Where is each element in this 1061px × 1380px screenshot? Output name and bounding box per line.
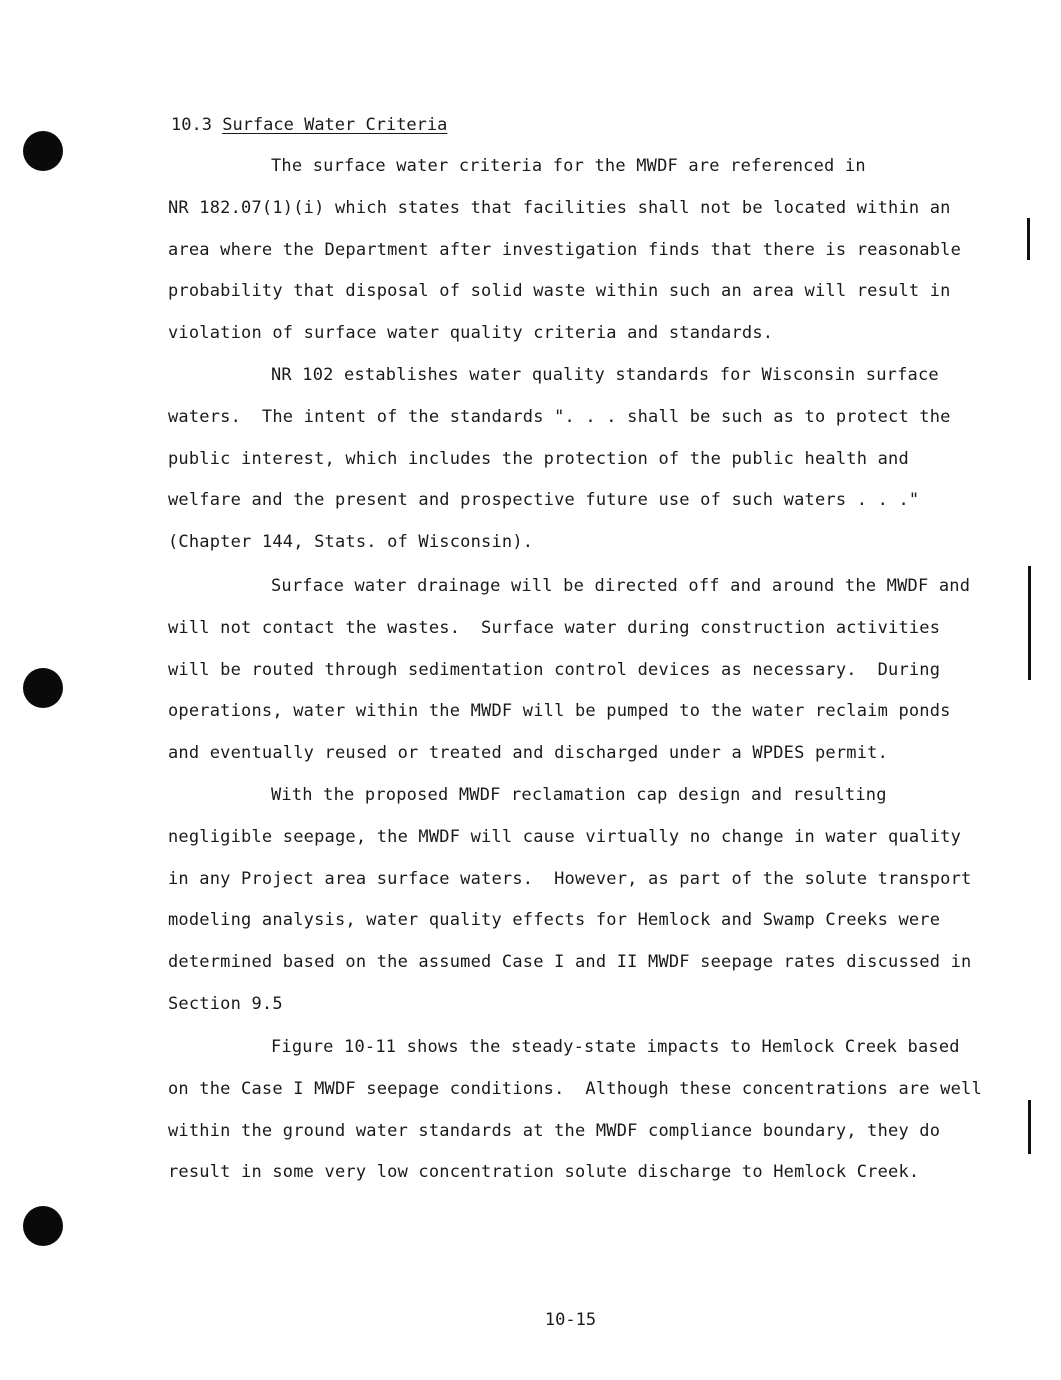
text-line: and eventually reused or treated and discharged under a WPDES permit. bbox=[168, 743, 889, 764]
text-line: NR 102 establishes water quality standards for Wisconsin surface bbox=[271, 365, 939, 385]
punch-hole bbox=[23, 131, 63, 171]
text-line: within the ground water standards at the MWDF compliance boundary, they do bbox=[168, 1120, 941, 1141]
punch-hole bbox=[23, 1206, 63, 1246]
section-number: 10.3 bbox=[171, 115, 212, 135]
text-line: operations, water within the MWDF will be pumped to the water reclaim ponds bbox=[168, 701, 951, 722]
text-line: Figure 10-11 shows the steady-state impacts to Hemlock Creek based bbox=[271, 1037, 960, 1057]
text-line: will not contact the wastes. Surface water during construction activities bbox=[168, 617, 941, 638]
text-line: Section 9.5 bbox=[168, 993, 283, 1014]
text-line: public interest, which includes the protection of the public health and bbox=[168, 448, 909, 469]
text-line: determined based on the assumed Case I and II MWDF seepage rates discussed in bbox=[168, 952, 972, 973]
punch-hole bbox=[23, 668, 63, 708]
text-line: on the Case I MWDF seepage conditions. Although these concentrations are well bbox=[168, 1078, 982, 1099]
text-line: modeling analysis, water quality effects for Hemlock and Swamp Creeks were bbox=[168, 910, 941, 931]
revision-bar bbox=[1027, 218, 1030, 260]
text-line: NR 182.07(1)(i) which states that facilities shall not be located within an bbox=[168, 197, 951, 218]
text-line: in any Project area surface waters. However, as part of the solute transport bbox=[168, 868, 972, 889]
section-heading bbox=[171, 114, 447, 136]
text-line: result in some very low concentration solute discharge to Hemlock Creek. bbox=[168, 1162, 920, 1183]
revision-bar bbox=[1028, 566, 1031, 680]
text-line: probability that disposal of solid waste within such an area will result in bbox=[168, 281, 951, 302]
text-line: The surface water criteria for the MWDF are referenced in bbox=[271, 156, 866, 176]
text-line: will be routed through sedimentation control devices as necessary. During bbox=[168, 659, 941, 680]
paragraph bbox=[168, 146, 988, 355]
revision-bar bbox=[1028, 1100, 1031, 1154]
text-line: (Chapter 144, Stats. of Wisconsin). bbox=[168, 532, 534, 553]
page-number: 10-15 bbox=[544, 1310, 597, 1330]
paragraph bbox=[168, 355, 988, 564]
text-line: area where the Department after investigation finds that there is reasonable bbox=[168, 239, 962, 260]
text-line: negligible seepage, the MWDF will cause virtually no change in water quality bbox=[168, 826, 962, 847]
text-line: With the proposed MWDF reclamation cap design and resulting bbox=[271, 785, 887, 805]
section-title: Surface Water Criteria bbox=[222, 115, 448, 135]
paragraph bbox=[168, 566, 988, 775]
text-line: waters. The intent of the standards ". . . shall be such as to protect the bbox=[168, 406, 951, 427]
text-line: Surface water drainage will be directed off and around the MWDF and bbox=[271, 576, 971, 596]
paragraph bbox=[168, 775, 988, 1026]
text-line: welfare and the present and prospective future use of such waters . . ." bbox=[168, 490, 920, 511]
text-line: violation of surface water quality criteria and standards. bbox=[168, 323, 774, 344]
paragraph bbox=[168, 1027, 988, 1194]
